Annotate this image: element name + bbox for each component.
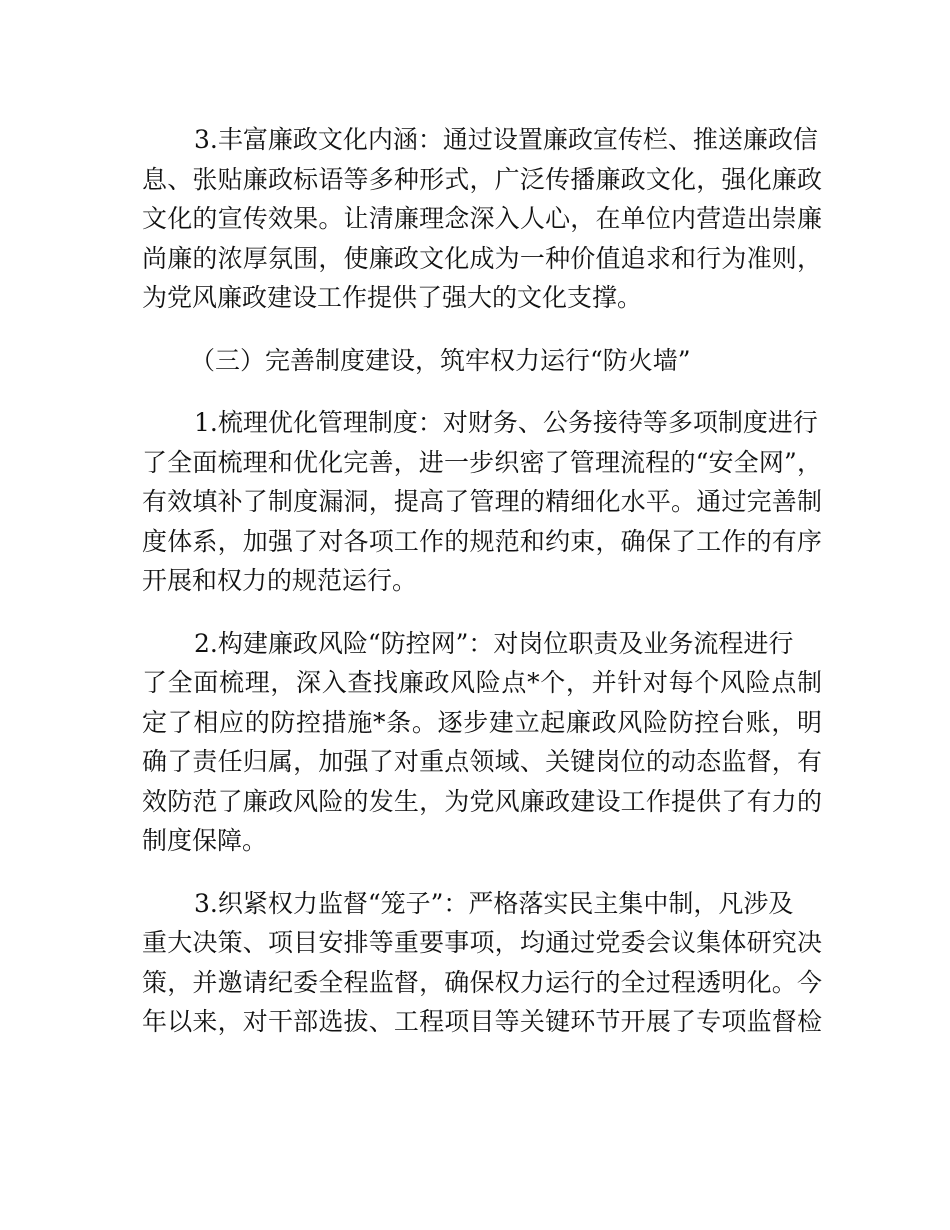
text-line: 年以来，对干部选拔、工程项目等关键环节开展了专项监督检 — [142, 1007, 822, 1036]
paragraph-risk-control — [142, 624, 822, 861]
paragraph-culture — [142, 120, 822, 318]
document-body — [142, 120, 822, 1042]
text-line: 文化的宣传效果。让清廉理念深入人心，在单位内营造出崇廉 — [142, 204, 822, 233]
heading-text: （三）完善制度建设，筑牢权力运行“防火墙” — [190, 345, 691, 375]
paragraph-power-supervision — [142, 884, 822, 1042]
section-heading — [142, 341, 822, 381]
text-line: 3.丰富廉政文化内涵：通过设置廉政宣传栏、推送廉政信 — [194, 125, 818, 154]
paragraph-management-system — [142, 403, 822, 601]
text-line: 定了相应的防控措施*条。逐步建立起廉政风险防控台账，明 — [142, 707, 822, 737]
text-line: 效防范了廉政风险的发生，为党风廉政建设工作提供了有力的 — [142, 786, 822, 816]
text-line: 尚廉的浓厚氛围，使廉政文化成为一种价值追求和行为准则， — [142, 243, 822, 273]
text-line: 了全面梳理和优化完善，进一步织密了管理流程的“安全网”， — [142, 447, 822, 477]
text-line: 重大决策、项目安排等重要事项，均通过党委会议集体研究决 — [142, 928, 822, 957]
text-line: 息、张贴廉政标语等多种形式，广泛传播廉政文化，强化廉政 — [142, 164, 822, 194]
text-line: 为党风廉政建设工作提供了强大的文化支撑。 — [142, 283, 643, 312]
text-line: 制度保障。 — [142, 826, 268, 855]
text-line: 策，并邀请纪委全程监督，确保权力运行的全过程透明化。今 — [142, 967, 822, 997]
text-line: 有效填补了制度漏洞，提高了管理的精细化水平。通过完善制 — [142, 487, 822, 516]
text-line: 度体系，加强了对各项工作的规范和约束，确保了工作的有序 — [142, 526, 822, 556]
text-line: 了全面梳理，深入查找廉政风险点*个，并针对每个风险点制 — [142, 668, 822, 697]
text-line: 2.构建廉政风险“防控网”：对岗位职责及业务流程进行 — [194, 628, 794, 658]
text-line: 开展和权力的规范运行。 — [142, 566, 418, 595]
text-line: 1.梳理优化管理制度：对财务、公务接待等多项制度进行 — [194, 408, 818, 437]
text-line: 确了责任归属，加强了对重点领域、关键岗位的动态监督，有 — [142, 747, 822, 776]
text-line: 3.织紧权力监督“笼子”：严格落实民主集中制，凡涉及 — [194, 888, 794, 918]
